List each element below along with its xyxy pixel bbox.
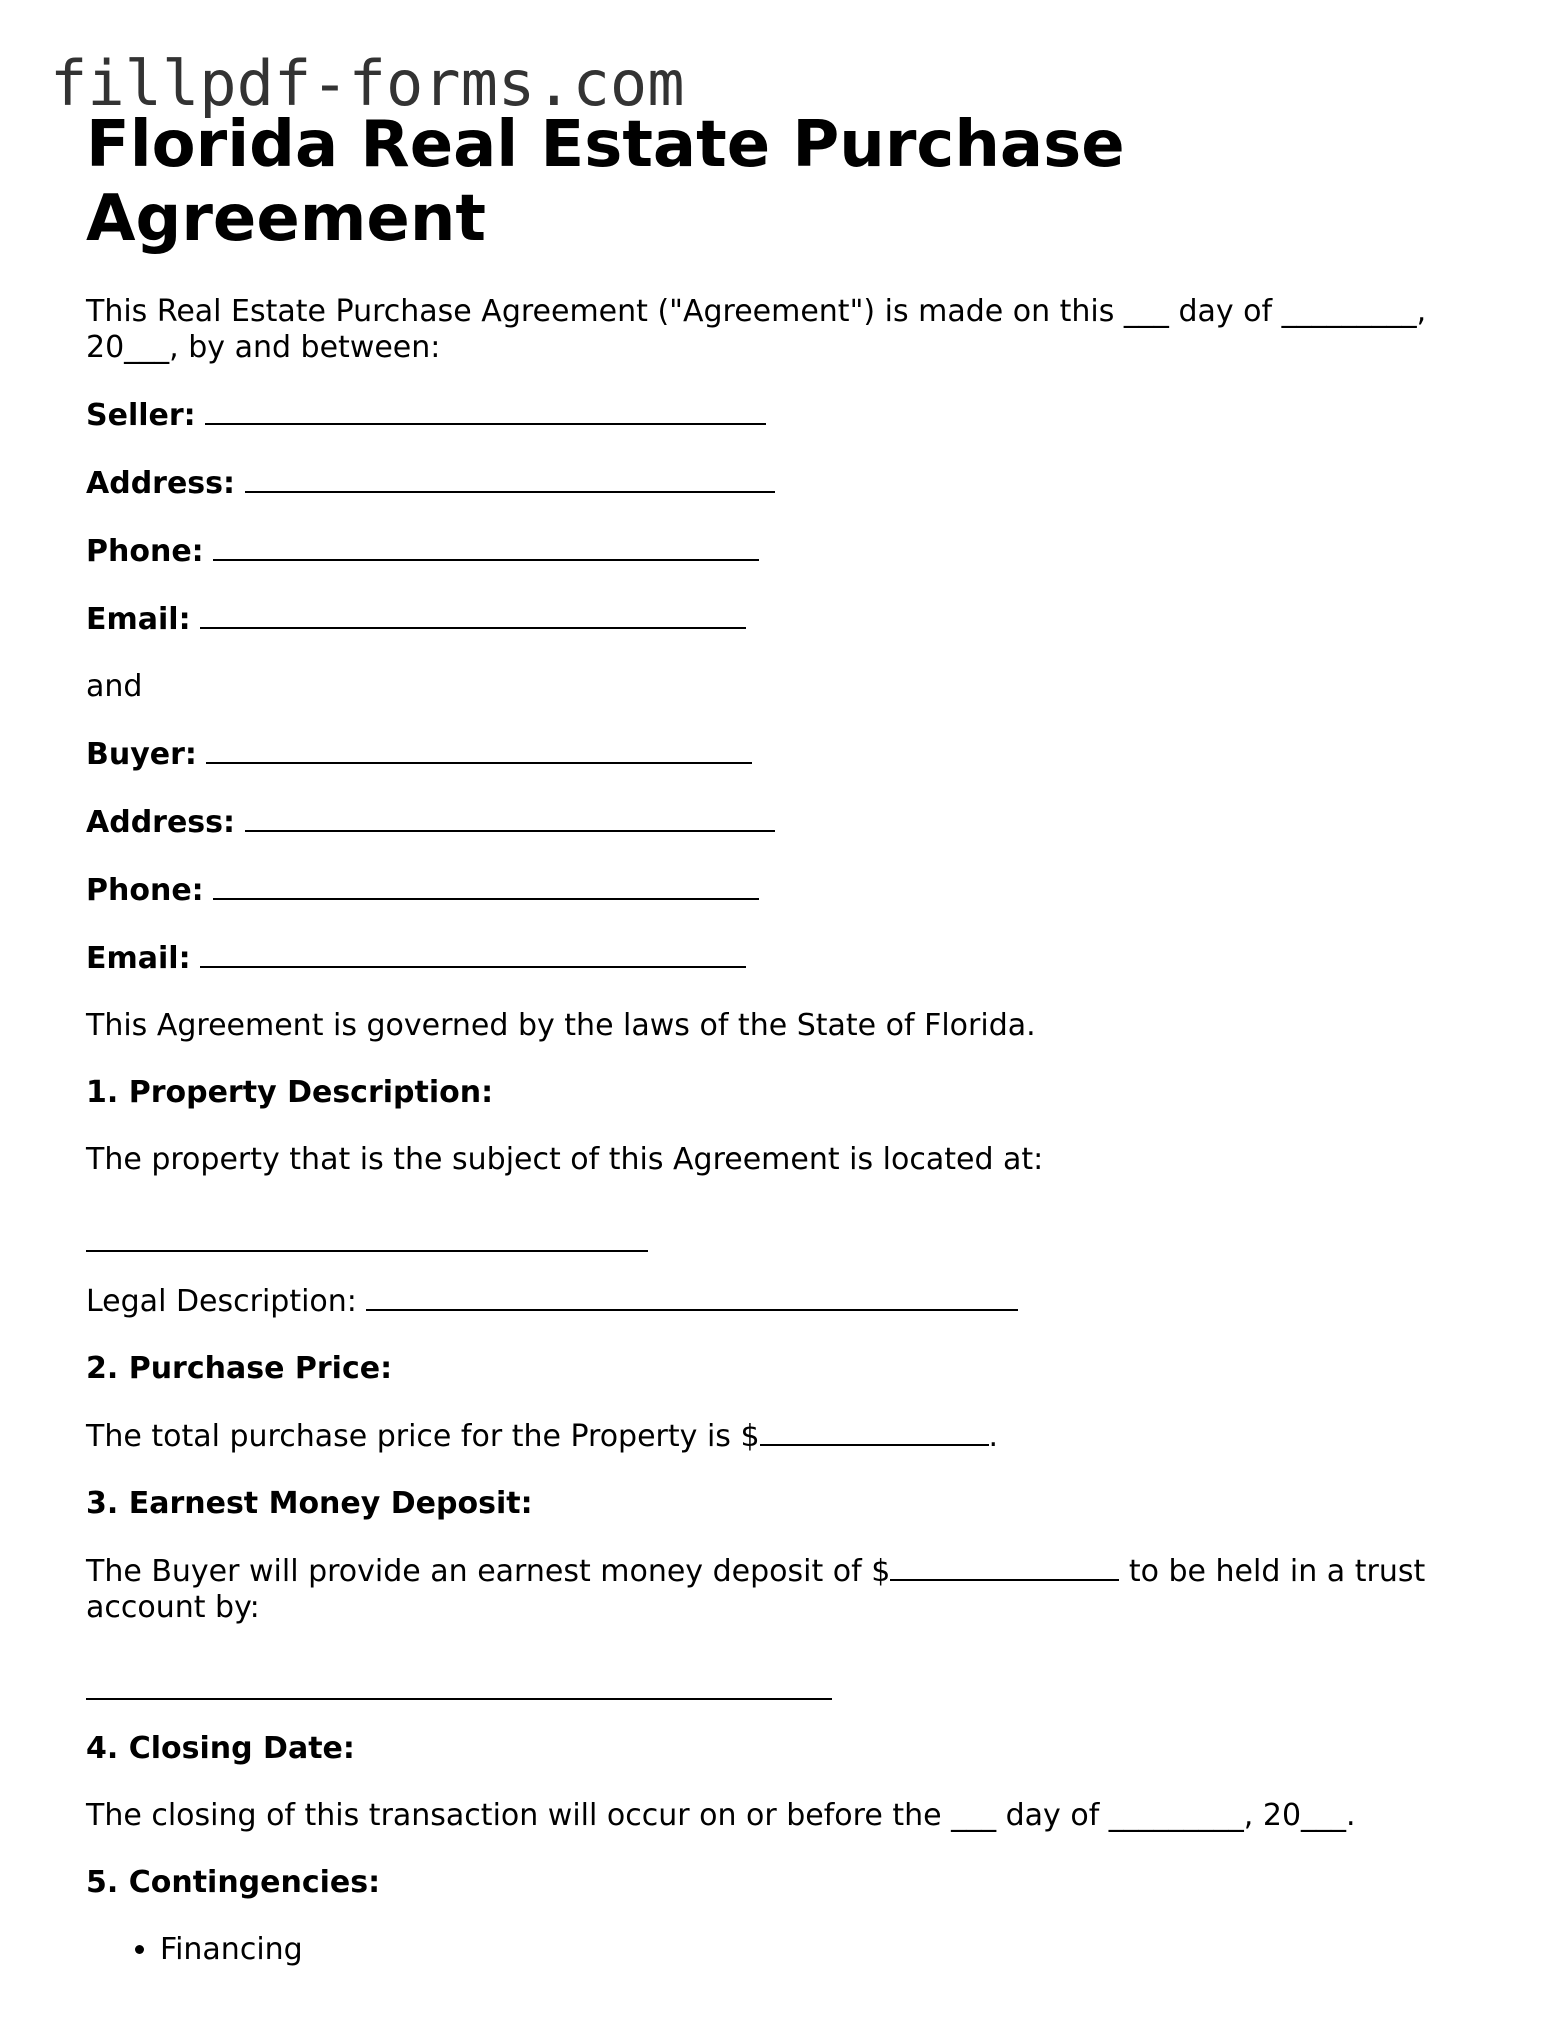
seller-address-field xyxy=(86,465,1486,502)
seller-phone-blank[interactable] xyxy=(213,533,759,561)
buyer-name-blank[interactable] xyxy=(206,736,752,764)
document-body xyxy=(86,108,1486,1968)
price-text-before: The total purchase price for the Property is $ xyxy=(86,1419,760,1454)
intro-paragraph: This Real Estate Purchase Agreement ("Agreement") is made on this ___ day of _________, 20___, by and between: xyxy=(86,294,1427,365)
buyer-address-label: Address: xyxy=(86,805,236,840)
closing-text: The closing of this transaction will occur on or before the ___ day of _________, 20___. xyxy=(86,1798,1356,1833)
price-text-after: . xyxy=(988,1419,999,1454)
deposit-text-before: The Buyer will provide an earnest money deposit of $ xyxy=(86,1554,891,1589)
trust-holder-blank[interactable] xyxy=(86,1672,832,1700)
price-blank[interactable] xyxy=(760,1418,989,1446)
buyer-name-label: Buyer: xyxy=(86,737,197,772)
legal-description-blank[interactable] xyxy=(366,1283,1018,1311)
deposit-amount-blank[interactable] xyxy=(890,1553,1119,1581)
legal-description-field xyxy=(86,1283,1486,1320)
deposit-text-after: to be held in a trust account by: xyxy=(86,1554,1426,1625)
buyer-email-blank[interactable] xyxy=(200,940,746,968)
contingencies-list xyxy=(86,1932,1486,1968)
buyer-phone-label: Phone: xyxy=(86,873,204,908)
property-location-blank[interactable] xyxy=(86,1224,648,1252)
buyer-name-field xyxy=(86,736,1486,773)
deposit-text xyxy=(86,1553,1486,1626)
price-text xyxy=(86,1418,1486,1455)
property-text: The property that is the subject of this Agreement is located at: xyxy=(86,1142,1044,1177)
seller-name-field xyxy=(86,397,1486,434)
and-text: and xyxy=(86,669,143,704)
seller-name-blank[interactable] xyxy=(205,397,766,425)
buyer-email-field xyxy=(86,940,1486,977)
property-heading: 1. Property Description: xyxy=(86,1075,494,1110)
list-item: • Financing xyxy=(160,1932,1486,1968)
seller-address-label: Address: xyxy=(86,466,236,501)
seller-phone-label: Phone: xyxy=(86,534,204,569)
deposit-heading: 3. Earnest Money Deposit: xyxy=(86,1486,533,1521)
buyer-address-blank[interactable] xyxy=(245,804,775,832)
seller-phone-field xyxy=(86,533,1486,570)
buyer-phone-field xyxy=(86,872,1486,909)
seller-name-label: Seller: xyxy=(86,398,196,433)
buyer-phone-blank[interactable] xyxy=(213,872,759,900)
legal-description-label: Legal Description: xyxy=(86,1284,357,1319)
seller-email-label: Email: xyxy=(86,602,191,637)
buyer-address-field xyxy=(86,804,1486,841)
watermark-logo: fillpdf-forms.com xyxy=(50,47,685,120)
buyer-email-label: Email: xyxy=(86,941,191,976)
seller-email-field xyxy=(86,601,1486,638)
contingencies-heading: 5. Contingencies: xyxy=(86,1865,381,1900)
seller-email-blank[interactable] xyxy=(200,601,746,629)
governing-law-text: This Agreement is governed by the laws of the State of Florida. xyxy=(86,1008,1036,1043)
price-heading: 2. Purchase Price: xyxy=(86,1351,393,1386)
closing-heading: 4. Closing Date: xyxy=(86,1731,355,1766)
seller-address-blank[interactable] xyxy=(245,465,775,493)
document-title: Florida Real Estate Purchase Agreement xyxy=(86,108,1125,256)
